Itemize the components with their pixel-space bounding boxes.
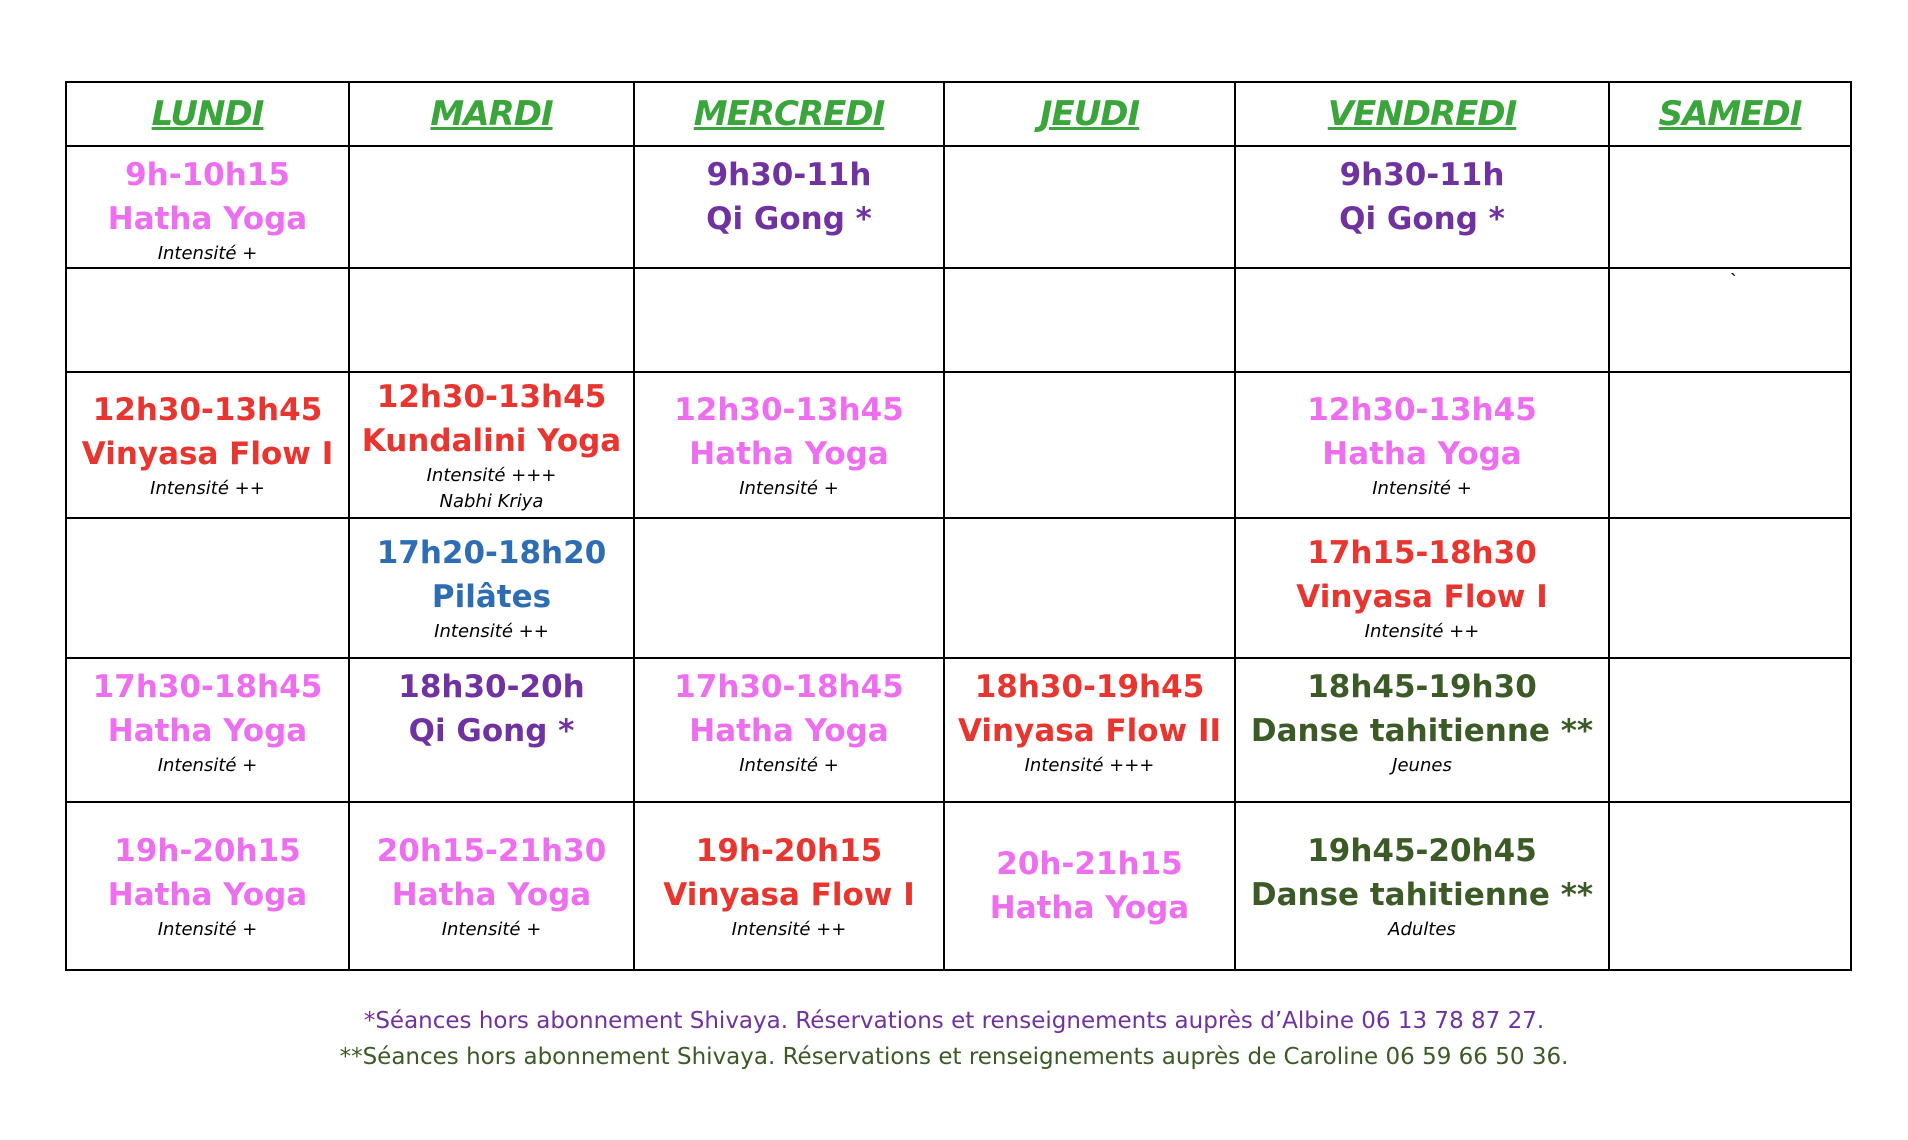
footnotes xyxy=(0,1003,1908,1075)
class-time: 12h30-13h45 xyxy=(1307,392,1537,428)
schedule-cell-tuesday xyxy=(349,146,634,268)
class-note: Intensité ++ xyxy=(150,478,265,499)
schedule-row xyxy=(66,802,1851,970)
schedule-row xyxy=(66,146,1851,268)
schedule-cell-wednesday xyxy=(634,518,944,658)
schedule-cell-wednesday xyxy=(634,268,944,372)
schedule-cell-saturday xyxy=(1609,268,1851,372)
schedule-row xyxy=(66,658,1851,802)
class-name: Hatha Yoga xyxy=(107,201,308,237)
class-time: 9h30-11h xyxy=(1339,157,1505,193)
schedule-cell-friday xyxy=(1235,518,1609,658)
class-name: Hatha Yoga xyxy=(689,436,889,472)
day-header-wednesday: MERCREDI xyxy=(634,82,944,146)
class-note: Intensité ++ xyxy=(434,621,549,642)
class-name: Vinyasa Flow I xyxy=(1296,579,1548,615)
class-time: 20h15-21h30 xyxy=(376,833,607,869)
class-name: Hatha Yoga xyxy=(391,877,592,913)
schedule-body xyxy=(66,146,1851,970)
class-note: Intensité ++ xyxy=(731,919,847,940)
day-header-friday: VENDREDI xyxy=(1235,82,1609,146)
footnote-qigong: *Séances hors abonnement Shivaya. Réservations et renseignements auprès d’Albine 06 13 78 87 27. xyxy=(363,1008,1545,1034)
class-time: 12h30-13h45 xyxy=(674,392,904,428)
stray-mark: ` xyxy=(1730,271,1737,293)
class-name: Hatha Yoga xyxy=(107,877,308,913)
class-name: Qi Gong * xyxy=(706,201,872,237)
class-name: Danse tahitienne ** xyxy=(1250,877,1594,913)
schedule-cell-monday xyxy=(66,518,349,658)
schedule-cell-friday xyxy=(1235,146,1609,268)
class-note: Jeunes xyxy=(1392,755,1452,776)
class-note: Intensité + xyxy=(157,755,258,776)
class-name: Vinyasa Flow II xyxy=(957,713,1222,749)
class-time: 17h30-18h45 xyxy=(92,669,323,705)
schedule-cell-saturday xyxy=(1609,802,1851,970)
class-time: 20h-21h15 xyxy=(996,846,1183,882)
class-time: 18h30-19h45 xyxy=(974,669,1205,705)
schedule-cell-saturday xyxy=(1609,658,1851,802)
schedule-cell-tuesday xyxy=(349,372,634,518)
class-time: 19h-20h15 xyxy=(695,833,883,869)
class-note: Intensité +++ xyxy=(1024,755,1155,776)
schedule-row xyxy=(66,518,1851,658)
schedule-cell-thursday xyxy=(944,802,1235,970)
class-note: Intensité + xyxy=(739,478,839,499)
schedule-row xyxy=(66,268,1851,372)
class-note: Intensité + xyxy=(441,919,542,940)
schedule-cell-thursday xyxy=(944,146,1235,268)
schedule-cell-friday xyxy=(1235,658,1609,802)
schedule-cell-wednesday xyxy=(634,658,944,802)
class-note: Intensité + xyxy=(157,919,258,940)
day-header-monday: LUNDI xyxy=(66,82,349,146)
class-note: Intensité + xyxy=(739,755,839,776)
schedule-cell-saturday xyxy=(1609,518,1851,658)
footnote-danse: **Séances hors abonnement Shivaya. Réservations et renseignements auprès de Caroline 06 59 66 50 36. xyxy=(339,1044,1569,1070)
class-note: Intensité ++ xyxy=(1364,621,1480,642)
schedule-cell-friday xyxy=(1235,268,1609,372)
schedule-cell-tuesday xyxy=(349,658,634,802)
schedule-row xyxy=(66,372,1851,518)
day-header-tuesday: MARDI xyxy=(349,82,634,146)
schedule-cell-wednesday xyxy=(634,372,944,518)
class-name: Hatha Yoga xyxy=(989,890,1190,926)
schedule-cell-thursday xyxy=(944,518,1235,658)
day-header-saturday: SAMEDI xyxy=(1609,82,1851,146)
class-time: 19h-20h15 xyxy=(114,833,301,869)
class-time: 9h30-11h xyxy=(706,157,872,193)
schedule-cell-monday xyxy=(66,372,349,518)
class-time: 12h30-13h45 xyxy=(376,379,607,415)
schedule-cell-tuesday xyxy=(349,518,634,658)
class-note: Intensité + xyxy=(1372,478,1472,499)
schedule-cell-wednesday xyxy=(634,146,944,268)
schedule-cell-saturday xyxy=(1609,372,1851,518)
schedule-cell-tuesday xyxy=(349,268,634,372)
class-time: 17h30-18h45 xyxy=(674,669,904,705)
schedule-cell-monday xyxy=(66,802,349,970)
class-time: 19h45-20h45 xyxy=(1307,833,1537,869)
schedule-cell-wednesday xyxy=(634,802,944,970)
schedule-cell-monday xyxy=(66,146,349,268)
class-name: Qi Gong * xyxy=(408,713,575,749)
schedule-cell-saturday xyxy=(1609,146,1851,268)
header-row xyxy=(66,82,1851,146)
class-time: 18h45-19h30 xyxy=(1307,669,1537,705)
class-name: Danse tahitienne ** xyxy=(1250,713,1594,749)
schedule-cell-friday xyxy=(1235,802,1609,970)
class-name: Kundalini Yoga xyxy=(361,423,622,459)
class-time: 9h-10h15 xyxy=(125,157,290,193)
class-name: Vinyasa Flow I xyxy=(663,877,915,913)
class-time: 17h15-18h30 xyxy=(1307,535,1537,571)
schedule-cell-thursday xyxy=(944,372,1235,518)
schedule-cell-thursday xyxy=(944,658,1235,802)
class-name: Vinyasa Flow I xyxy=(81,436,334,472)
day-header-thursday: JEUDI xyxy=(944,82,1235,146)
schedule-cell-thursday xyxy=(944,268,1235,372)
class-name: Hatha Yoga xyxy=(1322,436,1522,472)
class-time: 18h30-20h xyxy=(398,669,585,705)
schedule-cell-tuesday xyxy=(349,802,634,970)
class-time: 17h20-18h20 xyxy=(376,535,607,571)
class-note: Intensité +++ xyxy=(426,465,557,486)
class-note: Nabhi Kriya xyxy=(439,491,544,512)
class-note: Intensité + xyxy=(157,243,258,264)
schedule-cell-friday xyxy=(1235,372,1609,518)
weekly-schedule-table xyxy=(65,81,1852,971)
class-name: Pilâtes xyxy=(431,579,552,615)
class-name: Hatha Yoga xyxy=(689,713,889,749)
class-time: 12h30-13h45 xyxy=(92,392,323,428)
schedule-cell-monday xyxy=(66,268,349,372)
class-name: Qi Gong * xyxy=(1339,201,1505,237)
schedule-cell-monday xyxy=(66,658,349,802)
class-name: Hatha Yoga xyxy=(107,713,308,749)
class-note: Adultes xyxy=(1388,919,1456,940)
